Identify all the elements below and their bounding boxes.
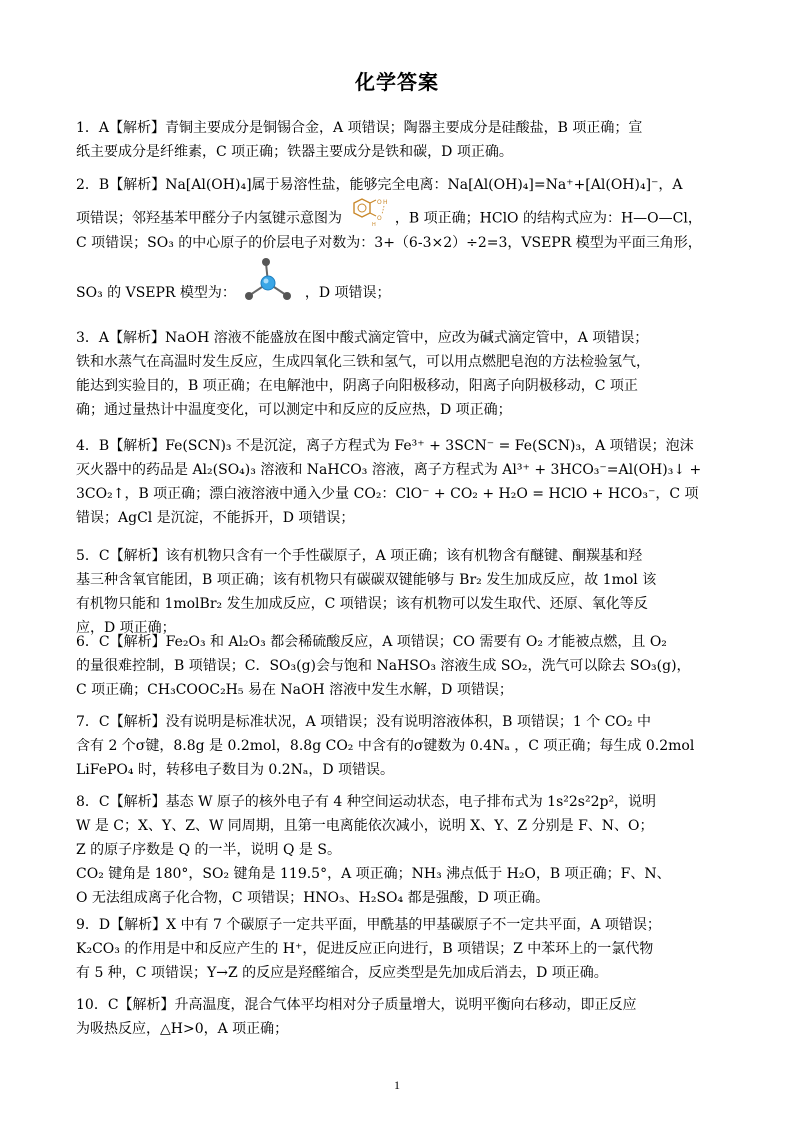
answer-6-line-1: 6．C【解析】Fe₂O₃ 和 Al₂O₃ 都会稀硫酸反应，A 项错误；CO 需要有 O₂ 才能被点燃，且 O₂: [76, 634, 667, 650]
answer-2-line-4b: ，D 项错误；: [304, 285, 391, 301]
answer-4-line-1: 4．B【解析】Fe(SCN)₃ 不是沉淀，离子方程式为 Fe³⁺ + 3SCN⁻ = Fe(SCN)₃，A 项错误；泡沫: [76, 438, 694, 454]
answer-7-line-1: 7．C【解析】没有说明是标准状况，A 项错误；没有说明溶液体积，B 项错误；1 个 CO₂ 中: [76, 714, 651, 730]
answer-2-line-3: C 项错误；SO₃ 的中心原子的价层电子对数为：3+（6-3×2）÷2=3，VSEPR 模型为平面三角形，: [76, 235, 702, 251]
answer-4: [76, 434, 716, 530]
answer-4-line-3: 3CO₂↑，B 项正确；漂白液溶液中通入少量 CO₂：ClO⁻ + CO₂ + H₂O = HClO + HCO₃⁻，C 项: [76, 486, 699, 502]
answer-3: [76, 326, 716, 422]
answer-4-line-2: 灭火器中的药品是 Al₂(SO₄)₃ 溶液和 NaHCO₃ 溶液，离子方程式为 Al³⁺ + 3HCO₃⁻=Al(OH)₃↓ +: [76, 462, 702, 478]
hbond-h-label: H: [383, 199, 388, 206]
answer-8: [76, 790, 716, 910]
hbond-h2-label: H: [372, 222, 377, 227]
answer-9: [76, 913, 716, 985]
answer-2-line-1: 2．B【解析】Na[Al(OH)₄]属于易溶性盐，能够完全电离：Na[Al(OH)₄]=Na⁺+[Al(OH)₄]⁻，A: [76, 177, 683, 193]
answer-4-line-4: 错误；AgCl 是沉淀，不能拆开，D 项错误；: [76, 510, 355, 526]
answer-8-line-1: 8．C【解析】基态 W 原子的核外电子有 4 种空间运动状态，电子排布式为 1s²2s²2p²，说明: [76, 794, 657, 810]
answer-9-line-2: K₂CO₃ 的作用是中和反应产生的 H⁺，促进反应正向进行，B 项错误；Z 中苯环上的一氯代物: [76, 941, 654, 957]
answer-6-line-2: 的量很难控制，B 项错误；C．SO₃(g)会与饱和 NaHSO₃ 溶液生成 SO₂，洗气可以除去 SO₃(g)，: [76, 658, 691, 674]
answer-3-line-3: 能达到实验目的，B 项正确；在电解池中，阴离子向阳极移动，阳离子向阴极移动，C 项正: [76, 378, 638, 394]
answer-2-line-2b: ，B 项正确；HClO 的结构式应为：H—O—Cl，: [394, 210, 702, 227]
answer-2-line-4a: SO₃ 的 VSEPR 模型为：: [76, 285, 236, 301]
answer-10: [76, 993, 716, 1041]
answer-9-line-3: 有 5 种，C 项错误；Y→Z 的反应是羟醛缩合，反应类型是先加成后消去，D 项正确。: [76, 965, 608, 981]
answer-8-line-4: CO₂ 键角是 180°，SO₂ 键角是 119.5°，A 项正确；NH₃ 沸点低于 H₂O，B 项正确；F、N、: [76, 866, 671, 882]
answer-5-line-4: 应，D 项正确；: [76, 620, 176, 636]
answer-8-line-5: O 无法组成离子化合物，C 项错误；HNO₃、H₂SO₄ 都是强酸，D 项正确。: [76, 890, 550, 906]
answer-3-line-4: 确；通过量热计中温度变化，可以测定中和反应的反应热，D 项正确；: [76, 402, 512, 418]
answer-5: [76, 544, 716, 640]
answer-3-line-2: 铁和水蒸气在高温时发生反应，生成四氧化三铁和氢气，可以用点燃肥皂泡的方法检验氢气，: [76, 354, 650, 370]
answer-7-line-2: 含有 2 个σ键，8.8g 是 0.2mol，8.8g CO₂ 中含有的σ键数为 0.4Nₐ ，C 项正确；每生成 0.2mol: [76, 738, 695, 754]
answer-10-line-1: 10．C【解析】升高温度，混合气体平均相对分子质量增大，说明平衡向右移动，即正反应: [76, 997, 637, 1013]
answer-10-line-2: 为吸热反应，△H>0，A 项正确；: [76, 1021, 289, 1037]
answer-7-line-3: LiFePO₄ 时，转移电子数目为 0.2Nₐ，D 项错误。: [76, 762, 395, 778]
answer-2-line-2: [76, 197, 716, 231]
answer-6: [76, 630, 716, 702]
answer-5-line-1: 5．C【解析】该有机物只含有一个手性碳原子，A 项正确；该有机物含有醚键、酮羰基和羟: [76, 548, 643, 564]
answer-7: [76, 710, 716, 782]
trigonal-planar-model-icon: [240, 255, 300, 331]
page-title: 化学答案: [355, 70, 439, 94]
answer-3-line-1: 3．A【解析】NaOH 溶液不能盛放在图中酸式滴定管中，应改为碱式滴定管中，A 项错误；: [76, 330, 649, 346]
answer-1-line-2: 纸主要成分是纤维素，C 项正确；铁器主要成分是铁和碳，D 项正确。: [76, 144, 513, 160]
answer-8-line-3: Z 的原子序数是 Q 的一半，说明 Q 是 S。: [76, 842, 341, 858]
answer-1-line-1: 1．A【解析】青铜主要成分是铜锡合金，A 项错误；陶器主要成分是硅酸盐，B 项正确；宣: [76, 120, 643, 136]
answer-6-line-3: C 项正确；CH₃COOC₂H₅ 易在 NaOH 溶液中发生水解，D 项错误；: [76, 682, 513, 698]
answer-2-line-2a: 项错误；邻羟基苯甲醛分子内氢键示意图为: [76, 210, 342, 227]
answer-5-line-3: 有机物只能和 1molBr₂ 发生加成反应，C 项错误；该有机物可以发生取代、还原、氧化等反: [76, 596, 648, 612]
answer-1: [76, 116, 716, 164]
hbond-o2-label: O: [377, 215, 383, 222]
answer-5-line-2: 基三种含氧官能团，B 项正确；该有机物只有碳碳双键能够与 Br₂ 发生加成反应，故 1mol 该: [76, 572, 657, 588]
answer-9-line-1: 9．D【解析】X 中有 7 个碳原子一定共平面，甲酰基的甲基碳原子不一定共平面，A 项错误；: [76, 917, 661, 933]
hbond-o1-label: O: [377, 199, 383, 206]
page-number: 1: [394, 1078, 400, 1092]
answer-2: [76, 173, 716, 315]
answer-2-line-4: [76, 255, 716, 315]
answer-8-line-2: W 是 C；X、Y、Z、W 同周期，且第一电离能依次减小，说明 X、Y、Z 分别是 F、N、O；: [76, 818, 654, 834]
